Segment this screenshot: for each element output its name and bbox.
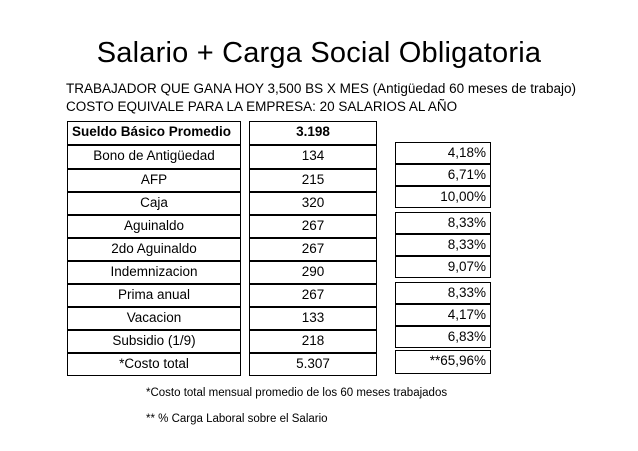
total-percent: **65,96% xyxy=(395,350,491,374)
row-value: 218 xyxy=(249,330,377,353)
row-label: Aguinaldo xyxy=(67,215,241,238)
header-label: Sueldo Básico Promedio xyxy=(67,121,241,145)
row-percent: 4,17% xyxy=(395,304,491,326)
row-value: 320 xyxy=(249,192,377,215)
row-percent: 6,71% xyxy=(395,164,491,186)
row-value: 267 xyxy=(249,238,377,261)
row-percent: 8,33% xyxy=(395,282,491,304)
row-value: 267 xyxy=(249,215,377,238)
row-label: 2do Aguinaldo xyxy=(67,238,241,261)
row-label: AFP xyxy=(67,169,241,192)
row-percent: 10,00% xyxy=(395,186,491,208)
page-title: Salario + Carga Social Obligatoria xyxy=(96,37,542,69)
row-label: Caja xyxy=(67,192,241,215)
row-value: 267 xyxy=(249,284,377,307)
footnote-total-cost: *Costo total mensual promedio de los 60 meses trabajados xyxy=(146,387,448,399)
row-percent: 4,18% xyxy=(395,142,491,164)
row-label: Subsidio (1/9) xyxy=(67,330,241,353)
footnote-percent: ** % Carga Laboral sobre el Salario xyxy=(146,413,328,425)
row-value: 215 xyxy=(249,169,377,192)
row-percent: 8,33% xyxy=(395,234,491,256)
header-value: 3.198 xyxy=(249,121,377,145)
subtitle-employee: TRABAJADOR QUE GANA HOY 3,500 BS X MES (Antigüedad 60 meses de trabajo) xyxy=(66,81,576,96)
row-percent: 8,33% xyxy=(395,212,491,234)
row-label: Vacacion xyxy=(67,307,241,330)
total-label: *Costo total xyxy=(67,353,241,376)
subtitle-company-cost: COSTO EQUIVALE PARA LA EMPRESA: 20 SALARIOS AL AÑO xyxy=(66,99,458,114)
row-value: 134 xyxy=(249,145,377,169)
row-label: Bono de Antigüedad xyxy=(67,145,241,169)
row-percent: 6,83% xyxy=(395,326,491,348)
row-value: 290 xyxy=(249,261,377,284)
row-percent: 9,07% xyxy=(395,256,491,278)
row-label: Prima anual xyxy=(67,284,241,307)
total-value: 5.307 xyxy=(249,353,377,376)
row-value: 133 xyxy=(249,307,377,330)
row-label: Indemnizacion xyxy=(67,261,241,284)
